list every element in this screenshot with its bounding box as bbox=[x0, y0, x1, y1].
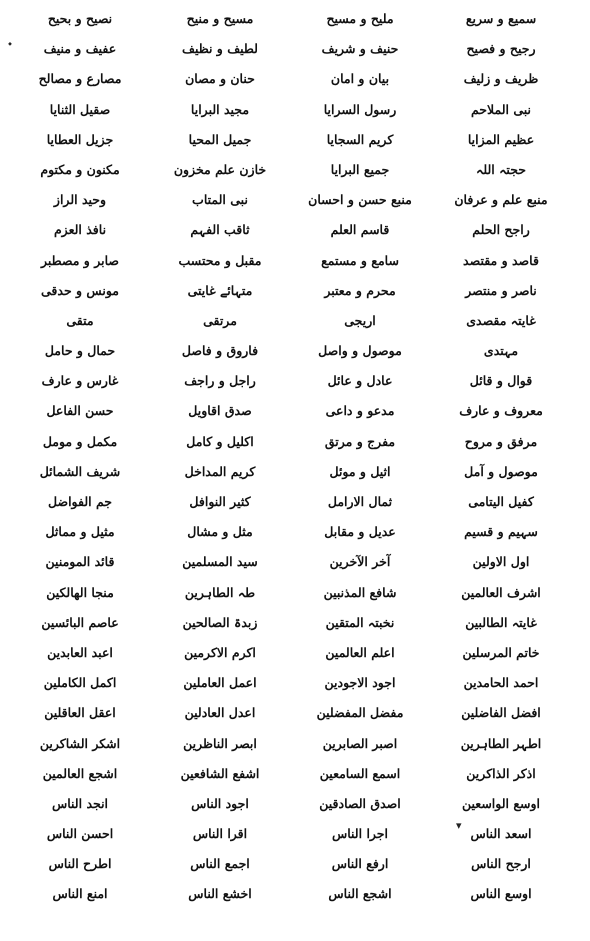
name-entry: راجل و راجف bbox=[184, 373, 256, 389]
name-entry: اطہر الطاہرین bbox=[460, 735, 542, 751]
name-entry: موصول و آمل bbox=[464, 463, 538, 479]
name-entry: اشجع الناس bbox=[328, 886, 392, 902]
name-entry: بیان و امان bbox=[330, 71, 390, 87]
name-entry: ناصر و منتصر bbox=[465, 282, 537, 298]
name-entry: سید المسلمین bbox=[182, 554, 258, 570]
name-entry: جم الفواضل bbox=[47, 494, 112, 509]
name-entry: مجید البرایا bbox=[190, 101, 250, 117]
name-entry: محرم و معتبر bbox=[324, 282, 396, 298]
name-entry: منبع علم و عرفان bbox=[454, 192, 548, 208]
name-entry: اریجی bbox=[344, 312, 376, 328]
name-entry: عادل و عائل bbox=[327, 373, 393, 389]
name-entry: اوسع الناس bbox=[470, 886, 532, 902]
name-entry: اشرف العالمین bbox=[461, 584, 541, 600]
name-entry: زبدۃ الصالحین bbox=[182, 614, 258, 630]
name-entry: قاصد و مقتصد bbox=[463, 252, 539, 268]
name-entry: لطیف و نظیف bbox=[182, 41, 258, 57]
name-entry: ثمال الارامل bbox=[327, 494, 393, 509]
name-entry: نصیح و بحیح bbox=[47, 11, 113, 26]
name-entry: ملیح و مسیح bbox=[326, 11, 394, 26]
name-entry: موصول و واصل bbox=[318, 343, 402, 359]
name-entry: راجح الحلم bbox=[472, 222, 530, 238]
name-entry: عظیم المزایا bbox=[467, 131, 535, 147]
names-table bbox=[10, 4, 572, 910]
name-entry: قائد المومنین bbox=[45, 554, 115, 570]
name-entry: مفضل المفضلین bbox=[316, 705, 404, 721]
name-entry: اعدل العادلین bbox=[184, 705, 256, 721]
name-entry: قاسم العلم bbox=[330, 222, 390, 238]
name-entry: اخشع الناس bbox=[188, 886, 252, 902]
name-entry: معروف و عارف bbox=[459, 403, 543, 419]
name-entry: امنع الناس bbox=[52, 886, 108, 902]
name-entry: خاتم المرسلین bbox=[462, 644, 540, 660]
name-entry: مکنون و مکتوم bbox=[40, 161, 120, 177]
name-entry: سمیع و سریع bbox=[465, 11, 537, 26]
name-entry: اعقل العاقلین bbox=[44, 705, 116, 721]
name-entry: نبی الملاحم bbox=[470, 101, 532, 117]
name-entry: اشکر الشاکرین bbox=[39, 735, 121, 751]
name-entry: سامع و مستمع bbox=[321, 252, 399, 268]
name-entry: عاصم البائسین bbox=[41, 614, 119, 630]
name-entry: رجیح و فصیح bbox=[466, 41, 536, 57]
name-entry: نخبتہ المتقین bbox=[325, 614, 395, 630]
name-entry: متقی bbox=[66, 312, 94, 328]
name-entry: جمیل المحیا bbox=[188, 131, 252, 147]
name-entry: کفیل الیتامی bbox=[468, 494, 534, 509]
name-entry: رسول السرایا bbox=[323, 101, 397, 117]
name-entry: مکمل و مومل bbox=[42, 433, 118, 449]
name-entry: شریف الشمائل bbox=[39, 463, 121, 479]
name-entry: افضل الفاضلین bbox=[461, 705, 541, 721]
name-entry: غایتہ الطالبین bbox=[465, 614, 537, 630]
name-entry: انجد الناس bbox=[51, 795, 109, 811]
name-entry: طہ الطاہرین bbox=[184, 584, 256, 600]
name-entry: اعلم العالمین bbox=[325, 644, 395, 660]
name-entry: اصدق الصادقین bbox=[319, 795, 401, 811]
name-entry: متہائے غایتی bbox=[187, 282, 253, 298]
name-entry: اشفع الشافعین bbox=[180, 765, 260, 781]
name-entry: صابر و مصطبر bbox=[41, 252, 119, 268]
name-entry: اجود الاجودین bbox=[324, 675, 396, 691]
name-entry: مقبل و محتسب bbox=[178, 252, 262, 268]
name-entry: اصبر الصابرین bbox=[322, 735, 398, 751]
name-entry: مہتدی bbox=[483, 343, 519, 359]
name-entry: مثل و مشال bbox=[187, 524, 253, 540]
name-entry: وحید الراز bbox=[53, 192, 107, 208]
name-entry: اطرح الناس bbox=[48, 856, 112, 872]
name-entry: مفرج و مرتق bbox=[324, 433, 396, 449]
name-entry: اکلیل و کامل bbox=[186, 433, 254, 449]
name-entry: مصارع و مصالح bbox=[38, 71, 122, 87]
name-entry: حمال و حامل bbox=[44, 343, 116, 359]
name-entry: حسن الفاعل bbox=[46, 403, 114, 419]
stray-mark: ⬩ bbox=[8, 37, 12, 50]
name-entry: اکرم الاکرمین bbox=[184, 644, 256, 660]
name-entry: سہیم و قسیم bbox=[464, 524, 538, 540]
name-entry: قوال و قائل bbox=[469, 373, 533, 389]
name-entry: اعبد العابدین bbox=[47, 644, 113, 660]
name-entry: اکمل الکاملین bbox=[43, 675, 117, 691]
name-entry: اجود الناس bbox=[191, 795, 249, 811]
name-entry: اجرا الناس bbox=[331, 826, 389, 842]
name-entry: آخر الآخرین bbox=[329, 554, 391, 570]
name-entry: اول الاولین bbox=[472, 554, 530, 570]
name-entry: مونس و حدقی bbox=[41, 282, 119, 298]
name-entry: اوسع الواسعین bbox=[462, 795, 540, 811]
name-entry: غارس و عارف bbox=[41, 373, 119, 389]
name-entry: اجمع الناس bbox=[190, 856, 250, 872]
name-entry: عفیف و منیف bbox=[43, 41, 117, 57]
name-entry: اسمع السامعین bbox=[319, 765, 401, 781]
name-entry: کریم السجایا bbox=[326, 131, 394, 147]
name-entry: مرفق و مروح bbox=[464, 433, 538, 449]
name-entry: شافع المذنبین bbox=[323, 584, 397, 600]
name-entry: مثیل و مماثل bbox=[45, 524, 115, 540]
name-entry: ارفع الناس bbox=[331, 856, 389, 872]
name-entry: اثیل و موئل bbox=[329, 463, 391, 479]
name-entry: کثیر النوافل bbox=[189, 494, 251, 509]
name-entry: جمیع البرایا bbox=[330, 161, 390, 177]
name-entry: نبی المتاب bbox=[192, 192, 248, 208]
stray-mark: ▾ bbox=[456, 819, 462, 832]
name-entry: صقیل الثنایا bbox=[49, 101, 111, 117]
name-entry: عدیل و مقابل bbox=[324, 524, 396, 540]
name-entry: فاروق و فاصل bbox=[181, 343, 259, 359]
name-entry: اعمل العاملین bbox=[183, 675, 257, 691]
name-entry: اذکر الذاکرین bbox=[466, 765, 536, 781]
name-entry: اشجع العالمین bbox=[42, 765, 118, 781]
name-entry: مدعو و داعی bbox=[325, 403, 395, 419]
name-entry: حنیف و شریف bbox=[321, 41, 399, 57]
name-entry: حنان و مصان bbox=[185, 71, 255, 87]
name-entry: اقرا الناس bbox=[192, 826, 248, 842]
name-entry: اسعد الناس bbox=[470, 826, 532, 842]
name-entry: منجا الھالکین bbox=[46, 584, 114, 600]
name-entry: جزیل العطایا bbox=[46, 131, 114, 147]
name-entry: نافذ العزم bbox=[53, 222, 107, 238]
name-entry: مرتقی bbox=[203, 312, 237, 328]
name-entry: حجتہ اللہ bbox=[476, 161, 526, 177]
name-entry: کریم المداخل bbox=[184, 463, 256, 479]
name-entry: ظریف و زلیف bbox=[463, 71, 539, 87]
name-entry: ابصر الناظرین bbox=[183, 735, 257, 751]
name-entry: ارجح الناس bbox=[471, 856, 531, 872]
name-entry: صدق اقاویل bbox=[188, 403, 252, 419]
name-entry: خازن علم مخزون bbox=[173, 161, 267, 177]
name-entry: مسیح و منیح bbox=[186, 11, 254, 26]
name-entry: احسن الناس bbox=[46, 826, 114, 842]
name-entry: ثاقب الفہم bbox=[190, 222, 250, 238]
name-entry: منبع حسن و احسان bbox=[308, 192, 412, 208]
name-entry: غایتہ مقصدی bbox=[466, 312, 536, 328]
name-entry: احمد الحامدین bbox=[463, 675, 539, 691]
